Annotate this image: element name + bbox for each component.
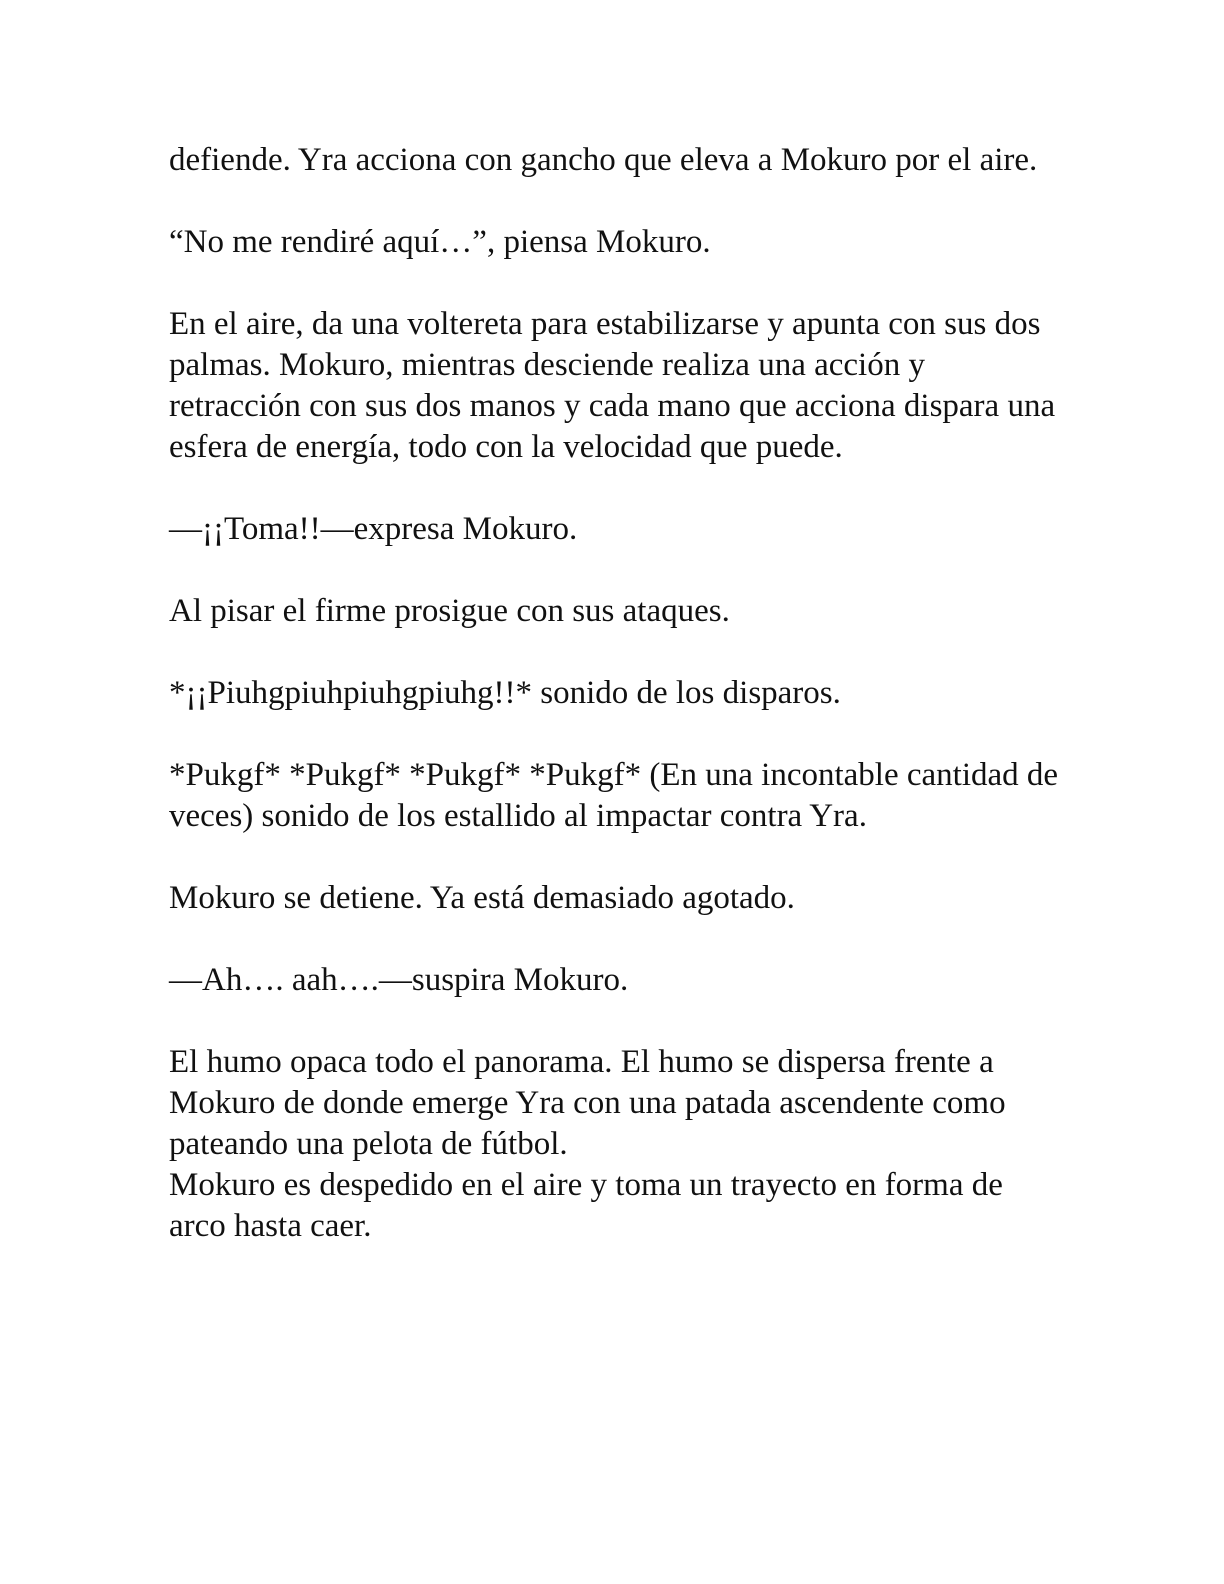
- paragraph: *Pukgf* *Pukgf* *Pukgf* *Pukgf* (En una incontable cantidad de veces) sonido de los estallido al impactar contra Yra.: [169, 757, 1059, 834]
- paragraph: Al pisar el firme prosigue con sus ataques.: [169, 593, 730, 629]
- paragraph: “No me rendiré aquí…”, piensa Mokuro.: [169, 224, 711, 260]
- paragraph: defiende. Yra acciona con gancho que eleva a Mokuro por el aire.: [169, 142, 1038, 178]
- paragraph: El humo opaca todo el panorama. El humo se dispersa frente a Mokuro de donde emerge Yra con una patada ascendente como pateando una pelota de fútbol.: [169, 1044, 1006, 1162]
- paragraph: —¡¡Toma!!—expresa Mokuro.: [169, 511, 578, 547]
- page-text: [169, 140, 1059, 1247]
- paragraph: —Ah…. aah….—suspira Mokuro.: [169, 962, 629, 998]
- paragraph: En el aire, da una voltereta para estabilizarse y apunta con sus dos palmas. Mokuro, mientras desciende realiza una acción y retracción con sus dos manos y cada mano que acciona dispara una esfera de energía, todo con la velocidad que puede.: [169, 306, 1056, 465]
- paragraph: *¡¡Piuhgpiuhpiuhgpiuhg!!* sonido de los disparos.: [169, 675, 841, 711]
- paragraph: Mokuro es despedido en el aire y toma un trayecto en forma de arco hasta caer.: [169, 1167, 1003, 1244]
- paragraph: Mokuro se detiene. Ya está demasiado agotado.: [169, 880, 795, 916]
